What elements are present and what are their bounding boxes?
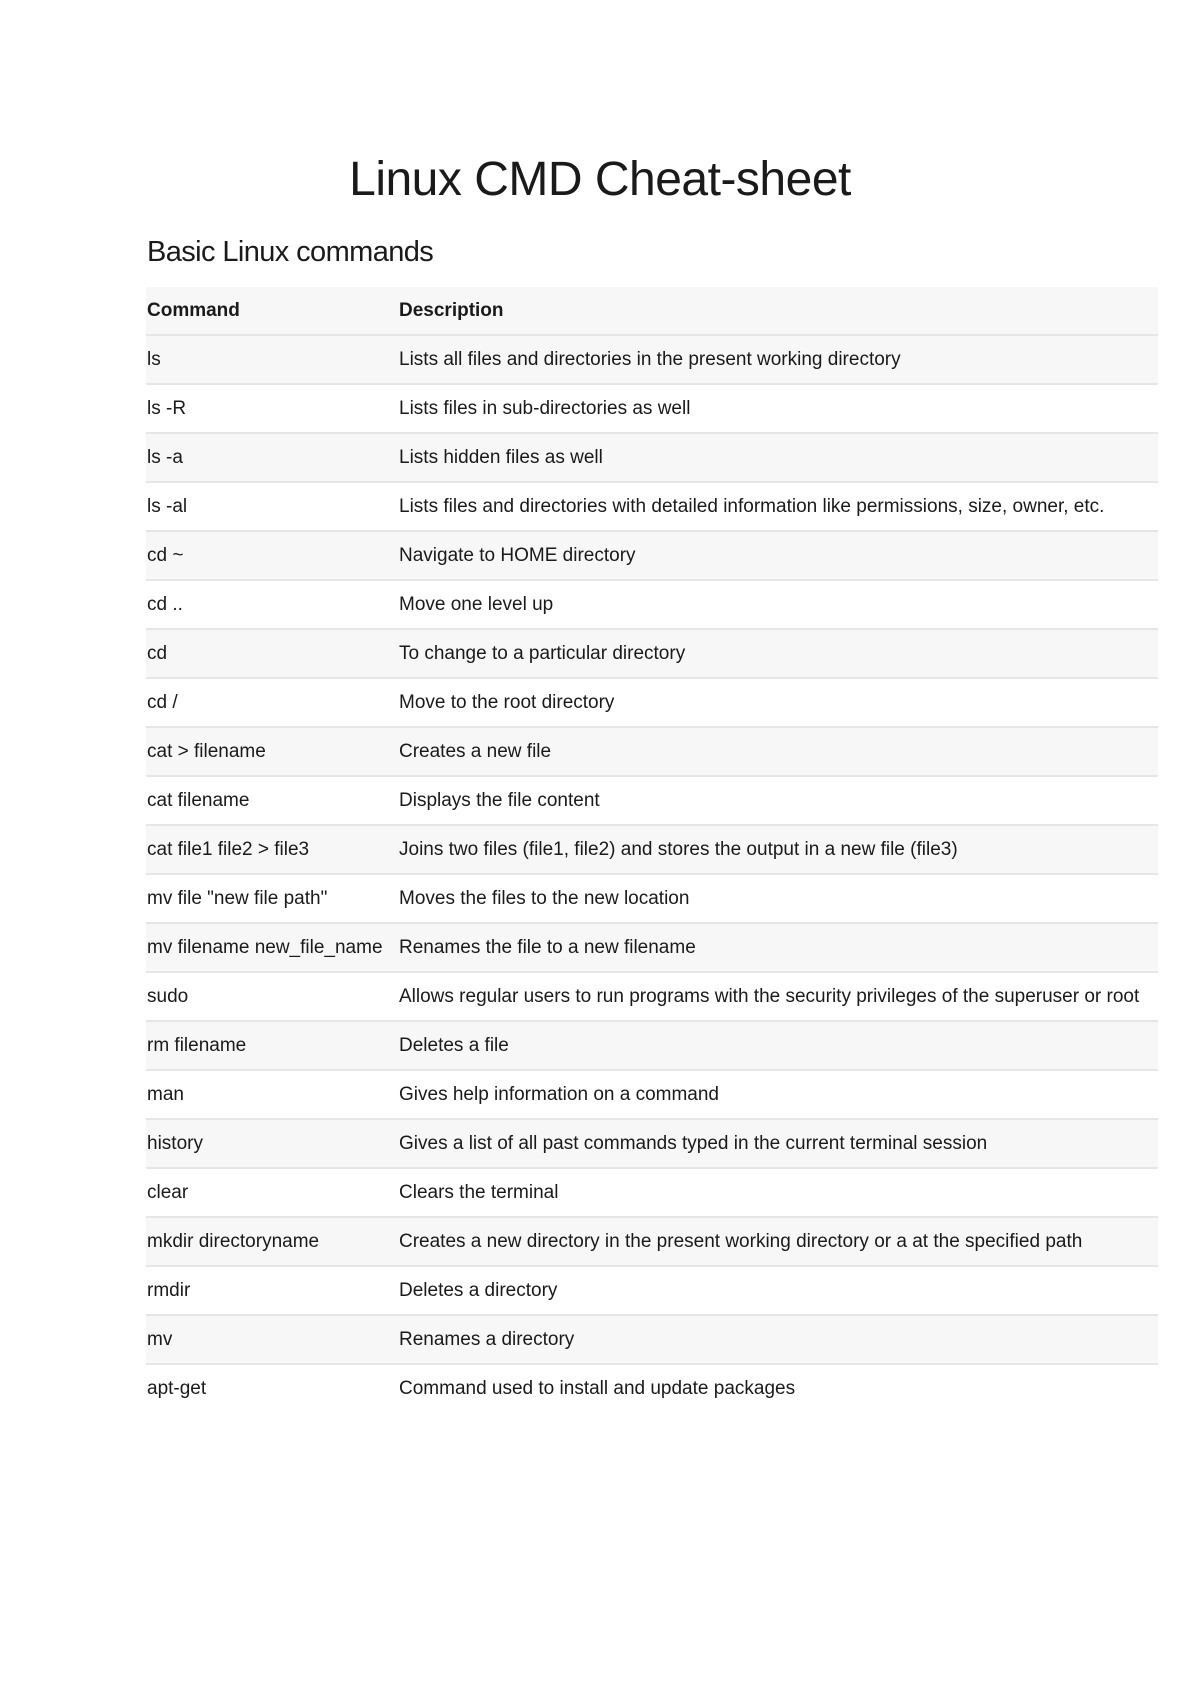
table-row <box>146 727 1158 776</box>
table-row <box>146 972 1158 1021</box>
table-row <box>146 678 1158 727</box>
table-row <box>146 482 1158 531</box>
description-cell: Renames the file to a new filename <box>398 923 1158 972</box>
description-cell: Deletes a file <box>398 1021 1158 1070</box>
command-cell: rmdir <box>146 1266 398 1315</box>
table-row <box>146 384 1158 433</box>
command-cell: cd <box>146 629 398 678</box>
command-cell: cat filename <box>146 776 398 825</box>
command-cell: cd ~ <box>146 531 398 580</box>
commands-table <box>146 287 1158 1412</box>
command-cell: cat > filename <box>146 727 398 776</box>
description-cell: Clears the terminal <box>398 1168 1158 1217</box>
description-cell: Lists files in sub-directories as well <box>398 384 1158 433</box>
table-row <box>146 1119 1158 1168</box>
table-body <box>146 335 1158 1412</box>
table-row <box>146 531 1158 580</box>
description-cell: Creates a new directory in the present working directory or a at the specified path <box>398 1217 1158 1266</box>
section-heading: Basic Linux commands <box>147 236 434 268</box>
page-title: Linux CMD Cheat-sheet <box>349 153 851 206</box>
table-row <box>146 1217 1158 1266</box>
table-row <box>146 776 1158 825</box>
command-cell: apt-get <box>146 1364 398 1412</box>
description-cell: Lists hidden files as well <box>398 433 1158 482</box>
command-cell: ls -al <box>146 482 398 531</box>
table-row <box>146 580 1158 629</box>
command-cell: cd / <box>146 678 398 727</box>
command-cell: cat file1 file2 > file3 <box>146 825 398 874</box>
command-cell: clear <box>146 1168 398 1217</box>
description-cell: Move one level up <box>398 580 1158 629</box>
command-cell: mv file "new file path" <box>146 874 398 923</box>
description-cell: Deletes a directory <box>398 1266 1158 1315</box>
description-cell: Gives help information on a command <box>398 1070 1158 1119</box>
table-row <box>146 335 1158 384</box>
table-row <box>146 1070 1158 1119</box>
table-row <box>146 1168 1158 1217</box>
column-header-command: Command <box>146 287 398 335</box>
description-cell: Lists files and directories with detailed information like permissions, size, owner, etc. <box>398 482 1158 531</box>
table-row <box>146 825 1158 874</box>
command-cell: ls -R <box>146 384 398 433</box>
description-cell: Lists all files and directories in the present working directory <box>398 335 1158 384</box>
table-row <box>146 1266 1158 1315</box>
column-header-description: Description <box>398 287 1158 335</box>
table-row <box>146 874 1158 923</box>
command-cell: history <box>146 1119 398 1168</box>
table-row <box>146 629 1158 678</box>
description-cell: Move to the root directory <box>398 678 1158 727</box>
command-cell: cd .. <box>146 580 398 629</box>
command-cell: mkdir directoryname <box>146 1217 398 1266</box>
command-cell: ls -a <box>146 433 398 482</box>
table-row <box>146 1364 1158 1412</box>
command-cell: rm filename <box>146 1021 398 1070</box>
description-cell: Allows regular users to run programs with the security privileges of the superuser or root <box>398 972 1158 1021</box>
description-cell: Moves the files to the new location <box>398 874 1158 923</box>
command-cell: mv filename new_file_name <box>146 923 398 972</box>
command-cell: man <box>146 1070 398 1119</box>
description-cell: Navigate to HOME directory <box>398 531 1158 580</box>
command-cell: sudo <box>146 972 398 1021</box>
description-cell: Joins two files (file1, file2) and stores the output in a new file (file3) <box>398 825 1158 874</box>
description-cell: Command used to install and update packages <box>398 1364 1158 1412</box>
description-cell: Renames a directory <box>398 1315 1158 1364</box>
table-row <box>146 1021 1158 1070</box>
description-cell: Displays the file content <box>398 776 1158 825</box>
table-row <box>146 923 1158 972</box>
command-cell: ls <box>146 335 398 384</box>
table-header-row <box>146 287 1158 335</box>
table-row <box>146 433 1158 482</box>
description-cell: To change to a particular directory <box>398 629 1158 678</box>
description-cell: Creates a new file <box>398 727 1158 776</box>
description-cell: Gives a list of all past commands typed in the current terminal session <box>398 1119 1158 1168</box>
table-row <box>146 1315 1158 1364</box>
command-cell: mv <box>146 1315 398 1364</box>
